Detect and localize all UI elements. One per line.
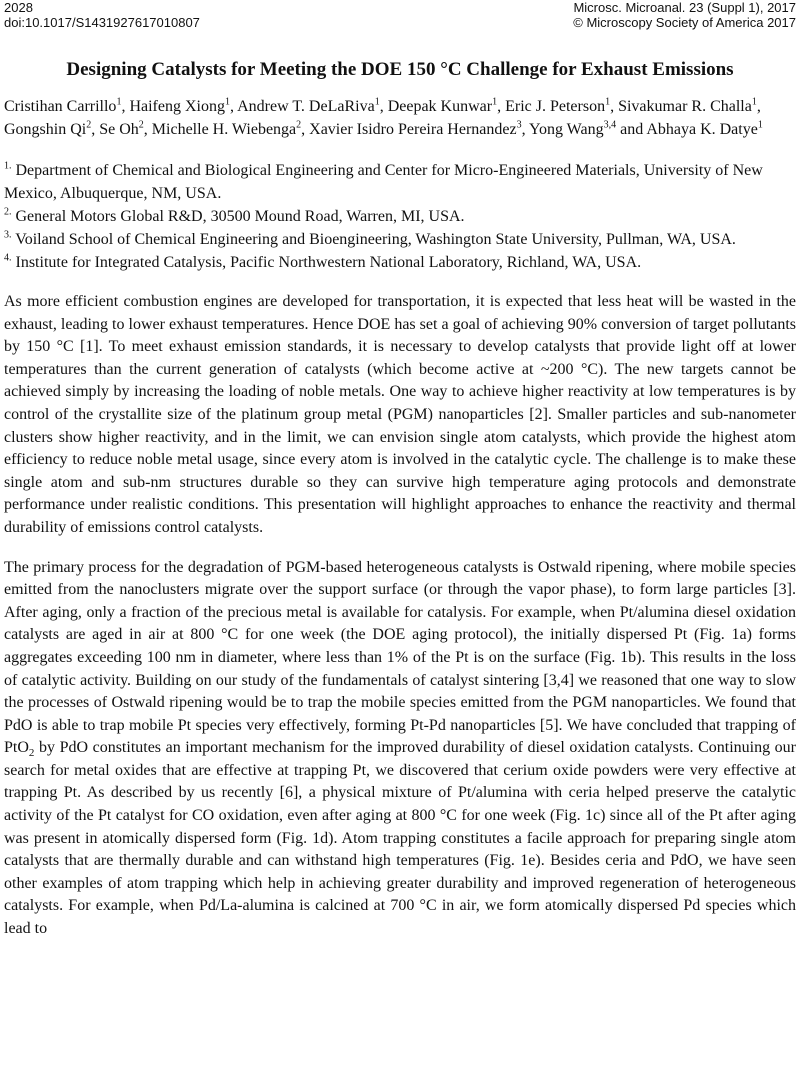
affiliation-text: Department of Chemical and Biological Engineering and Center for Micro-Engineered Materials, University of New Mexico, Albuquerque, NM, USA. [4, 162, 763, 202]
author-affiliation-mark: 1 [751, 96, 757, 108]
affiliation-number: 2. [4, 206, 12, 218]
author-affiliation-mark: 1 [224, 96, 230, 108]
author-name: Gongshin Qi [4, 121, 87, 138]
affiliation-list [4, 159, 796, 274]
copyright: © Microscopy Society of America 2017 [573, 15, 796, 30]
doi: doi:10.1017/S1431927617010807 [4, 15, 200, 30]
author-affiliation-mark: 2 [296, 119, 302, 131]
author-name: Eric J. Peterson [505, 98, 606, 115]
author-name: Se Oh [99, 121, 139, 138]
author-name: Xavier Isidro Pereira Hernandez [309, 121, 517, 138]
author-affiliation-mark: 1 [374, 96, 380, 108]
author-affiliation-mark: 1 [605, 96, 611, 108]
author-list: Cristihan Carrillo$^1$, Haifeng Xiong$^1$, Andrew T. DeLaRiva$^1$, Deepak Kunwar$^1$, Eric J. Peterson$^1$, Sivakumar R. Challa$^1$, Gongshin Qi$^2$, Se Oh$^2$, Michelle H. Wiebenga$^2$, Xavier Isidro Pereira Hernandez$^3$, Yong Wang$^{3,4}$ and Abhaya K. Datye$^1$ [4, 96, 763, 138]
author-name: Deepak Kunwar [387, 98, 493, 115]
affiliation-number: 4. [4, 252, 12, 264]
author-name: Sivakumar R. Challa [618, 98, 752, 115]
header-right [573, 0, 796, 30]
journal-citation: Microsc. Microanal. 23 (Suppl 1), 2017 [573, 0, 796, 15]
header-left [4, 0, 200, 30]
page-header [4, 0, 796, 30]
affiliation-number: 1. [4, 160, 12, 172]
affiliation [4, 228, 796, 251]
affiliation-text: Voiland School of Chemical Engineering and Bioengineering, Washington State University, Pullman, WA, USA. [11, 231, 736, 248]
paragraph-2-part-a: The primary process for the degradation of PGM-based heterogeneous catalysts is Ostwald ripening, where mobile species emitted from the nanoclusters migrate over the support surface (or through the vapor phase), to form large particles [3]. After aging, only a fraction of the precious metal is available for catalysis. For example, when Pt/alumina diesel oxidation catalysts are aged in air at 800 °C for one week (the DOE aging protocol), the initially dispersed Pt (Fig. 1a) forms aggregates exceeding 100 nm in diameter, where less than 1% of the Pt is on the surface (Fig. 1b). This results in the loss of catalytic activity. Building on our study of the fundamentals of catalyst sintering [3,4] we reasoned that one way to slow the processes of Ostwald ripening would be to trap the mobile species emitted from the PGM nanoparticles. We found that PdO is able to trap mobile Pt species very effectively, forming Pt-Pd nanoparticles [5]. We have concluded that trapping of PtO [4, 558, 796, 757]
affiliation [4, 251, 796, 274]
affiliation-number: 3. [4, 229, 12, 241]
affiliation [4, 159, 796, 205]
author-name: Andrew T. DeLaRiva [237, 98, 375, 115]
author-name: Abhaya K. Datye [646, 121, 758, 138]
affiliation [4, 205, 796, 228]
author-affiliation-mark: 2 [138, 119, 144, 131]
affiliation-text: Institute for Integrated Catalysis, Pacific Northwestern National Laboratory, Richland, WA, USA. [11, 254, 642, 271]
paragraph-2-part-b: by PdO constitutes an important mechanism for the improved durability of diesel oxidation catalysts. Continuing our search for metal oxides that are effective at trapping Pt, we discovered that cerium oxide powders were very effective at trapping Pt. As described by us recently [6], a physical mixture of Pt/alumina with ceria helped preserve the catalytic activity of the Pt catalyst for CO oxidation, even after aging at 800 °C for one week (Fig. 1c) since all of the Pt after aging was present in atomically dispersed form (Fig. 1d). Atom trapping constitutes a facile approach for preparing single atom catalysts that are thermally durable and can withstand high temperatures (Fig. 1e). Besides ceria and PdO, we have seen other examples of atom trapping which help in achieving greater durability and improved regeneration of heterogeneous catalysts. For example, when Pd/La-alumina is calcined at 700 °C in air, we form atomically dispersed Pd species which lead to [4, 739, 796, 938]
author-affiliation-mark: 1 [492, 96, 498, 108]
author-affiliation-mark: 1 [116, 96, 122, 108]
author-affiliation-mark: 2 [86, 119, 92, 131]
paper-title: Designing Catalysts for Meeting the DOE 150 °C Challenge for Exhaust Emissions [66, 59, 734, 80]
author-affiliation-mark: 1 [757, 119, 763, 131]
author-name: Yong Wang [529, 121, 604, 138]
author-name: Cristihan Carrillo [4, 98, 117, 115]
subscript: 2 [28, 747, 35, 760]
page-number: 2028 [4, 0, 33, 15]
author-affiliation-mark: 3 [516, 119, 522, 131]
author-name: Michelle H. Wiebenga [151, 121, 297, 138]
paragraph-2 [4, 557, 796, 941]
paragraph-1: As more efficient combustion engines are developed for transportation, it is expected that less heat will be wasted in the exhaust, leading to lower exhaust temperatures. Hence DOE has set a goal of achieving 90% conversion of target pollutants by 150 °C [1]. To meet exhaust emission standards, it is necessary to develop catalysts that provide light off at lower temperatures than the current generation of catalysts (which become active at ~200 °C). The new targets cannot be achieved simply by increasing the loading of noble metals. One way to achieve higher reactivity at low temperatures is by control of the crystallite size of the platinum group metal (PGM) nanoparticles [2]. Smaller particles and sub-nanometer clusters show higher reactivity, and in the limit, we can envision single atom catalysts, which provide the highest atom efficiency to reduce noble metal usage, since every atom is involved in the catalytic cycle. The challenge is to make these single atom and sub-nm structures durable so they can survive high temperature aging protocols and demonstrate performance under realistic conditions. This presentation will highlight approaches to enhance the reactivity and thermal durability of emissions control catalysts. [4, 293, 796, 536]
author-affiliation-mark: 3,4 [603, 119, 617, 131]
affiliation-text: General Motors Global R&D, 30500 Mound Road, Warren, MI, USA. [11, 208, 465, 225]
paper-body [4, 58, 796, 958]
author-name: Haifeng Xiong [129, 98, 225, 115]
